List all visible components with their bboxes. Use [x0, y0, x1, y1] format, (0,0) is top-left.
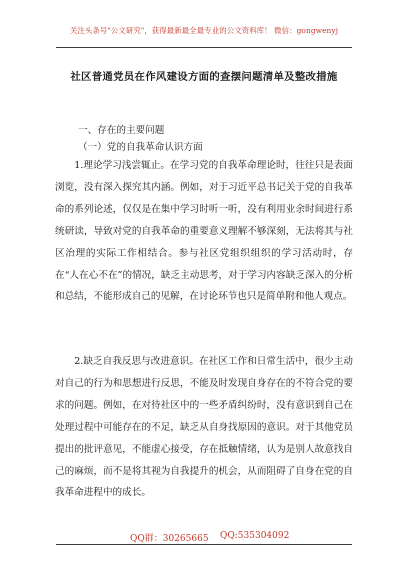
paragraph-theory-study: 1.理论学习浅尝辄止。在学习党的自我革命理论时，往往只是表面浏览，没有深入探究其内涵。例如，对于习近平总书记关于党的自我革命的系列论述，仅仅是在集中学习时听一听，没有利用业余时间进行系统研读，导致对党的自我革命的重要意义理解不够深刻，无法将其与社区治理的实际工作相结合。参与社区党组织组织的学习活动时，存在“人在心不在”的情况，缺乏主动思考，对于学习内容缺乏深入的分析和总结，不能形成自己的见解，在讨论环节也只是简单附和他人观点。	[55, 160, 353, 303]
header-divider	[56, 47, 352, 48]
subsection-heading: （一）党的自我革命认识方面	[78, 142, 203, 153]
footer-divider	[56, 544, 352, 545]
section-heading: 一、存在的主要问题	[78, 125, 165, 136]
header-banner: 关注头条号"公文研究"，获得最新最全最专业的公文资料库！ 微信：gongwenyj	[69, 26, 339, 35]
footer-qq-number: QQ:535304092	[220, 531, 290, 541]
footer-qq-group: QQ群：30265665	[130, 534, 209, 544]
document-title: 社区普通党员在作风建设方面的查摆问题清单及整改措施	[70, 71, 338, 83]
paragraph-self-reflection: 2.缺乏自我反思与改进意识。在社区工作和日常生活中，很少主动对自己的行为和思想进行反思，不能及时发现自身存在的不符合党的要求的问题。例如，在对待社区中的一些矛盾纠纷时，没有意识到自己在处理过程中可能存在的不足，缺乏从自身找原因的意识。对于其他党员提出的批评意见，不能虚心接受，存在抵触情绪，认为是别人故意找自己的麻烦，而不是将其视为自我提升的机会，从而阻碍了自身在党的自我革命进程中的成长。	[55, 356, 353, 499]
